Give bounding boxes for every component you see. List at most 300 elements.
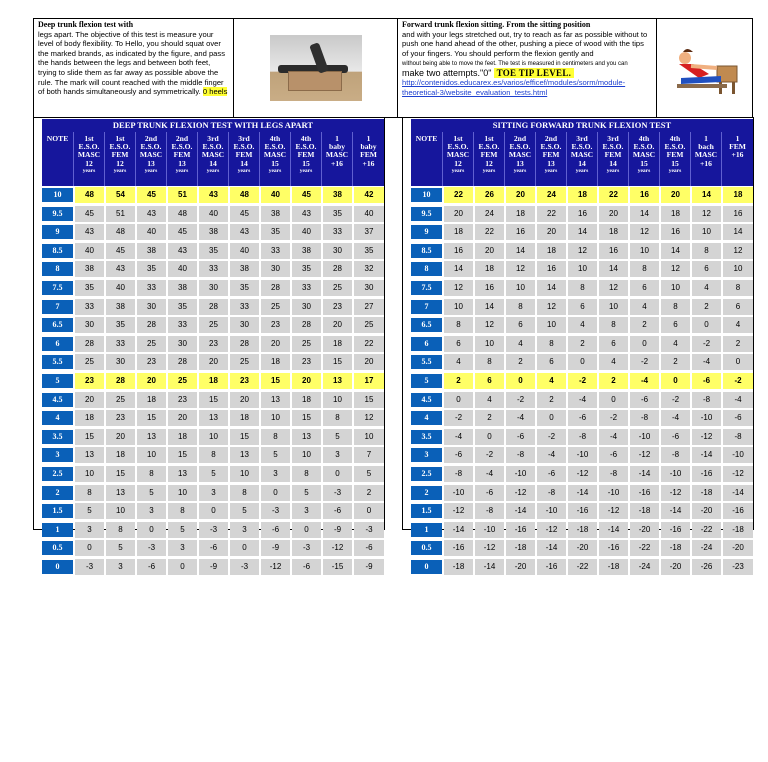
column-header-l2: E.S.O. <box>78 142 100 152</box>
value-cell: 38 <box>323 187 352 203</box>
value-cell: 10 <box>261 410 290 426</box>
value-cell: 5 <box>168 522 197 538</box>
column-header-years: years <box>82 167 96 174</box>
value-cell: 38 <box>199 224 228 240</box>
column-header <box>690 132 721 186</box>
value-cell: 25 <box>75 354 104 370</box>
value-cell: 0 <box>506 373 535 389</box>
column-header-l2: E.S.O. <box>140 142 162 152</box>
value-cell: 3 <box>75 522 104 538</box>
value-cell: 14 <box>723 224 753 240</box>
value-cell: -3 <box>230 559 259 575</box>
column-header-l2: E.S.O. <box>171 142 193 152</box>
value-cell: 18 <box>568 187 597 203</box>
table-row <box>411 187 753 203</box>
value-cell: -4 <box>630 373 659 389</box>
value-cell: -4 <box>723 392 753 408</box>
value-cell: 4 <box>444 354 473 370</box>
value-cell: 12 <box>661 261 690 277</box>
note-cell: 7 <box>411 300 442 314</box>
left-image-cell <box>234 19 398 117</box>
column-header-years: years <box>513 167 527 174</box>
value-cell: 43 <box>230 224 259 240</box>
value-cell: -20 <box>661 559 690 575</box>
column-header-l3: FEM <box>480 150 498 160</box>
deep-flexion-instructions <box>34 19 234 117</box>
value-cell: 5 <box>323 429 352 445</box>
value-cell: 14 <box>630 206 659 222</box>
value-cell: 54 <box>106 187 135 203</box>
value-cell: -22 <box>630 540 659 556</box>
value-cell: 40 <box>261 187 290 203</box>
note-cell: 8.5 <box>411 244 442 258</box>
value-cell: 22 <box>475 224 504 240</box>
value-cell: 8 <box>261 429 290 445</box>
value-cell: -9 <box>354 559 384 575</box>
value-cell: 12 <box>444 280 473 296</box>
value-cell: 0 <box>537 410 566 426</box>
value-cell: 40 <box>354 206 384 222</box>
value-cell: 35 <box>137 261 166 277</box>
sitting-flexion-heading: Forward trunk flexion sitting. From the sitting position <box>402 20 591 29</box>
note-cell: 4.5 <box>411 393 442 407</box>
value-cell: 15 <box>230 429 259 445</box>
value-cell: -16 <box>537 559 566 575</box>
column-header-years: years <box>206 167 220 174</box>
value-cell: 4 <box>537 373 566 389</box>
value-cell: -9 <box>261 540 290 556</box>
note-cell: 5 <box>42 374 73 388</box>
note-cell: 4.5 <box>42 393 73 407</box>
value-cell: 18 <box>723 187 753 203</box>
value-cell: 33 <box>230 299 259 315</box>
value-cell: -14 <box>723 485 753 501</box>
sitting-flexion-table-title: SITTING FORWARD TRUNK FLEXION TEST <box>411 119 753 132</box>
value-cell: 23 <box>106 410 135 426</box>
column-header-years: years <box>637 167 651 174</box>
value-cell: 25 <box>354 317 384 333</box>
column-header-l2: E.S.O. <box>540 142 562 152</box>
column-header-l2: E.S.O. <box>602 142 624 152</box>
column-header-l3: FEM <box>729 142 746 152</box>
value-cell: -14 <box>444 522 473 538</box>
value-cell: 6 <box>506 317 535 333</box>
note-cell: 2 <box>411 486 442 500</box>
column-header-years: years <box>268 167 282 174</box>
value-cell: 0 <box>568 354 597 370</box>
note-cell: 6.5 <box>411 318 442 332</box>
value-cell: 3 <box>261 466 290 482</box>
column-header-l2: E.S.O. <box>233 142 255 152</box>
note-cell: 0.5 <box>411 541 442 555</box>
value-cell: 8 <box>475 354 504 370</box>
deep-trunk-table-header <box>42 132 384 186</box>
note-cell: 7.5 <box>411 281 442 295</box>
value-cell: 18 <box>444 224 473 240</box>
value-cell: 13 <box>292 429 321 445</box>
value-cell: 16 <box>568 206 597 222</box>
value-cell: 40 <box>75 243 104 259</box>
value-cell: 10 <box>168 485 197 501</box>
value-cell: 28 <box>199 299 228 315</box>
column-header-l4: 12 <box>116 158 124 168</box>
value-cell: 13 <box>230 447 259 463</box>
column-header-l3: MASC <box>446 150 470 160</box>
column-header-l2: E.S.O. <box>633 142 655 152</box>
value-cell: 38 <box>75 261 104 277</box>
column-header-l3: FEM <box>360 150 377 160</box>
value-cell: 14 <box>661 243 690 259</box>
value-cell: 13 <box>323 373 352 389</box>
value-cell: 38 <box>137 243 166 259</box>
value-cell: -16 <box>692 466 721 482</box>
column-header-l4: 12 <box>85 158 93 168</box>
column-header-l1: 1st <box>115 134 125 143</box>
value-cell: -22 <box>568 559 597 575</box>
value-cell: -8 <box>661 447 690 463</box>
column-header-l1: 2nd <box>544 134 558 143</box>
value-cell: -2 <box>692 336 721 352</box>
value-cell: -2 <box>661 392 690 408</box>
sitting-flexion-table <box>402 117 754 571</box>
column-header-l4: 15 <box>271 158 279 168</box>
value-cell: 20 <box>323 317 352 333</box>
column-header <box>73 132 104 186</box>
value-cell: 25 <box>230 354 259 370</box>
value-cell: 20 <box>106 429 135 445</box>
value-cell: 30 <box>168 336 197 352</box>
value-cell: 23 <box>230 373 259 389</box>
value-cell: 15 <box>323 354 352 370</box>
value-cell: 20 <box>199 354 228 370</box>
column-header-years: years <box>144 167 158 174</box>
value-cell: -4 <box>692 354 721 370</box>
value-cell: 33 <box>75 299 104 315</box>
value-cell: 6 <box>537 354 566 370</box>
value-cell: -8 <box>568 429 597 445</box>
column-header-l4: +16 <box>331 158 343 168</box>
value-cell: 25 <box>106 392 135 408</box>
value-cell: 6 <box>661 317 690 333</box>
note-cell: 7 <box>42 300 73 314</box>
value-cell: -18 <box>568 522 597 538</box>
value-cell: 35 <box>75 280 104 296</box>
value-cell: 38 <box>106 299 135 315</box>
value-cell: 0 <box>692 317 721 333</box>
value-cell: 3 <box>137 503 166 519</box>
value-cell: 3 <box>230 522 259 538</box>
note-cell: 9 <box>411 225 442 239</box>
table-row <box>42 540 384 556</box>
reference-link[interactable]: http://contenidos.educarex.es/varios/efficef/modules/sorm/module-theoretical-3/website_evaluation_tests.html <box>402 78 626 98</box>
value-cell: 4 <box>568 317 597 333</box>
table-row <box>42 429 384 445</box>
value-cell: -2 <box>599 410 628 426</box>
value-cell: 30 <box>199 280 228 296</box>
note-cell: 8.5 <box>42 244 73 258</box>
value-cell: 16 <box>537 261 566 277</box>
value-cell: 3 <box>168 540 197 556</box>
table-row <box>42 466 384 482</box>
value-cell: -20 <box>630 522 659 538</box>
deep-flexion-text: legs apart. The objective of this test is measure your level of body flexibility. To Hello, you should squat over the marked brands, as indicated by the figure, and pass the hands between the legs and between both feet, trying to slide them as far away as possible above the rule. The mark will count reached with the middle finger of both hands simultaneously and symmetrically. <box>38 29 226 97</box>
table-row <box>42 559 384 575</box>
column-header-l2: E.S.O. <box>202 142 224 152</box>
value-cell: 30 <box>106 354 135 370</box>
value-cell: -16 <box>599 540 628 556</box>
value-cell: -18 <box>599 559 628 575</box>
value-cell: 2 <box>475 410 504 426</box>
value-cell: 22 <box>599 187 628 203</box>
value-cell: -4 <box>599 429 628 445</box>
column-header-years: years <box>451 167 465 174</box>
value-cell: 12 <box>506 261 535 277</box>
value-cell: -20 <box>506 559 535 575</box>
value-cell: 13 <box>261 392 290 408</box>
value-cell: -12 <box>537 522 566 538</box>
value-cell: 10 <box>106 503 135 519</box>
value-cell: 30 <box>354 280 384 296</box>
column-header-l4: 15 <box>671 158 679 168</box>
column-header-l4: 13 <box>147 158 155 168</box>
value-cell: 15 <box>261 373 290 389</box>
value-cell: 16 <box>599 243 628 259</box>
value-cell: 40 <box>199 206 228 222</box>
value-cell: 10 <box>354 429 384 445</box>
value-cell: 6 <box>475 373 504 389</box>
value-cell: -12 <box>661 485 690 501</box>
note-cell: 4 <box>42 411 73 425</box>
column-header-l1: 1st <box>453 134 463 143</box>
note-cell: 5.5 <box>42 355 73 369</box>
value-cell: 35 <box>323 206 352 222</box>
table-row <box>411 243 753 259</box>
value-cell: 10 <box>137 447 166 463</box>
value-cell: 6 <box>599 336 628 352</box>
value-cell: 18 <box>106 447 135 463</box>
column-header-l3: MASC <box>263 150 287 160</box>
note-cell: 1.5 <box>411 504 442 518</box>
value-cell: 18 <box>137 392 166 408</box>
value-cell: -3 <box>323 485 352 501</box>
value-cell: 35 <box>261 224 290 240</box>
column-header-l3: MASC <box>325 150 349 160</box>
value-cell: 12 <box>354 410 384 426</box>
value-cell: 20 <box>661 187 690 203</box>
sitting-flexion-instructions <box>398 19 657 117</box>
value-cell: 0 <box>661 373 690 389</box>
value-cell: 8 <box>568 280 597 296</box>
value-cell: -8 <box>723 429 753 445</box>
value-cell: 16 <box>444 243 473 259</box>
column-header-years: years <box>482 167 496 174</box>
value-cell: 0 <box>444 392 473 408</box>
column-header-years: years <box>113 167 127 174</box>
column-header <box>659 132 690 186</box>
column-header-l4: 14 <box>209 158 217 168</box>
table-row <box>42 299 384 315</box>
value-cell: 8 <box>323 410 352 426</box>
value-cell: 2 <box>661 354 690 370</box>
value-cell: 8 <box>661 299 690 315</box>
column-header-l1: 1st <box>484 134 494 143</box>
deep-flexion-highlight: 0 heels <box>202 87 228 97</box>
value-cell: -10 <box>537 503 566 519</box>
value-cell: 33 <box>106 336 135 352</box>
value-cell: 10 <box>661 280 690 296</box>
value-cell: 25 <box>199 317 228 333</box>
value-cell: 33 <box>137 280 166 296</box>
value-cell: 0 <box>323 466 352 482</box>
value-cell: 51 <box>106 206 135 222</box>
value-cell: 22 <box>354 336 384 352</box>
table-row <box>42 280 384 296</box>
value-cell: -2 <box>444 410 473 426</box>
value-cell: 10 <box>75 466 104 482</box>
value-cell: 18 <box>292 392 321 408</box>
value-cell: 2 <box>354 485 384 501</box>
value-cell: 18 <box>506 206 535 222</box>
value-cell: -9 <box>323 522 352 538</box>
column-header <box>104 132 135 186</box>
value-cell: -20 <box>723 540 753 556</box>
table-row <box>411 261 753 277</box>
value-cell: 23 <box>261 317 290 333</box>
table-row <box>411 354 753 370</box>
note-cell: 3.5 <box>411 430 442 444</box>
column-header <box>566 132 597 186</box>
value-cell: -8 <box>537 485 566 501</box>
table-row <box>42 187 384 203</box>
table-row <box>411 503 753 519</box>
value-cell: 28 <box>106 373 135 389</box>
value-cell: 12 <box>630 224 659 240</box>
person-touching-floor-photo <box>270 35 362 101</box>
value-cell: -14 <box>568 485 597 501</box>
value-cell: 30 <box>137 299 166 315</box>
column-header-l1: 2nd <box>175 134 189 143</box>
table-row <box>411 522 753 538</box>
value-cell: -2 <box>537 429 566 445</box>
value-cell: 12 <box>537 299 566 315</box>
value-cell: 23 <box>168 392 197 408</box>
value-cell: 23 <box>199 336 228 352</box>
value-cell: 40 <box>168 261 197 277</box>
value-cell: -6 <box>661 429 690 445</box>
column-header <box>166 132 197 186</box>
value-cell: 13 <box>75 447 104 463</box>
note-cell: 2.5 <box>411 467 442 481</box>
value-cell: -6 <box>568 410 597 426</box>
value-cell: 2 <box>537 392 566 408</box>
value-cell: 18 <box>599 224 628 240</box>
value-cell: -4 <box>537 447 566 463</box>
value-cell: 48 <box>106 224 135 240</box>
value-cell: -6 <box>506 429 535 445</box>
value-cell: -2 <box>723 373 753 389</box>
column-header-l3: FEM <box>173 150 191 160</box>
column-header <box>228 132 259 186</box>
column-header-l2: E.S.O. <box>264 142 286 152</box>
value-cell: 5 <box>261 447 290 463</box>
value-cell: 35 <box>106 317 135 333</box>
note-cell: 3 <box>411 448 442 462</box>
column-header-years: years <box>175 167 189 174</box>
value-cell: -20 <box>692 503 721 519</box>
column-header <box>352 132 384 186</box>
value-cell: 6 <box>568 299 597 315</box>
column-header <box>535 132 566 186</box>
value-cell: 14 <box>444 261 473 277</box>
note-cell: 0 <box>411 560 442 574</box>
value-cell: 20 <box>475 243 504 259</box>
value-cell: 12 <box>568 243 597 259</box>
value-cell: 28 <box>75 336 104 352</box>
value-cell: 24 <box>537 187 566 203</box>
value-cell: 40 <box>292 224 321 240</box>
value-cell: 6 <box>692 261 721 277</box>
value-cell: 37 <box>354 224 384 240</box>
value-cell: 15 <box>75 429 104 445</box>
column-header-l4: 14 <box>240 158 248 168</box>
column-header <box>442 132 473 186</box>
table-row <box>411 206 753 222</box>
column-header-l1: 2nd <box>144 134 158 143</box>
column-header-years: years <box>237 167 251 174</box>
value-cell: -2 <box>475 447 504 463</box>
value-cell: -4 <box>661 410 690 426</box>
note-cell: 7.5 <box>42 281 73 295</box>
value-cell: -8 <box>506 447 535 463</box>
value-cell: 43 <box>137 206 166 222</box>
seated-reach-figure-icon <box>669 40 741 96</box>
table-row <box>42 485 384 501</box>
value-cell: -3 <box>292 540 321 556</box>
note-cell: 9.5 <box>42 207 73 221</box>
value-cell: 4 <box>475 392 504 408</box>
value-cell: 0 <box>261 485 290 501</box>
value-cell: 48 <box>168 206 197 222</box>
value-cell: 10 <box>444 299 473 315</box>
column-header <box>197 132 228 186</box>
value-cell: 18 <box>75 410 104 426</box>
value-cell: 43 <box>199 187 228 203</box>
value-cell: -14 <box>506 503 535 519</box>
value-cell: 33 <box>323 224 352 240</box>
value-cell: 25 <box>292 336 321 352</box>
attempts-text: make two attempts."0" <box>402 67 492 78</box>
value-cell: -2 <box>568 373 597 389</box>
value-cell: -10 <box>506 466 535 482</box>
value-cell: -24 <box>630 559 659 575</box>
value-cell: 0 <box>230 540 259 556</box>
column-header-l1: 4th <box>269 134 281 143</box>
value-cell: -6 <box>354 540 384 556</box>
value-cell: -12 <box>261 559 290 575</box>
value-cell: -10 <box>661 466 690 482</box>
table-row <box>411 373 753 389</box>
column-header-l1: 1st <box>84 134 94 143</box>
value-cell: 18 <box>475 261 504 277</box>
value-cell: 0 <box>599 392 628 408</box>
value-cell: 12 <box>692 206 721 222</box>
value-cell: 10 <box>723 261 753 277</box>
column-header-l4: +16 <box>700 158 712 168</box>
value-cell: -12 <box>475 540 504 556</box>
table-row <box>42 503 384 519</box>
value-cell: 22 <box>444 187 473 203</box>
value-cell: 20 <box>506 187 535 203</box>
